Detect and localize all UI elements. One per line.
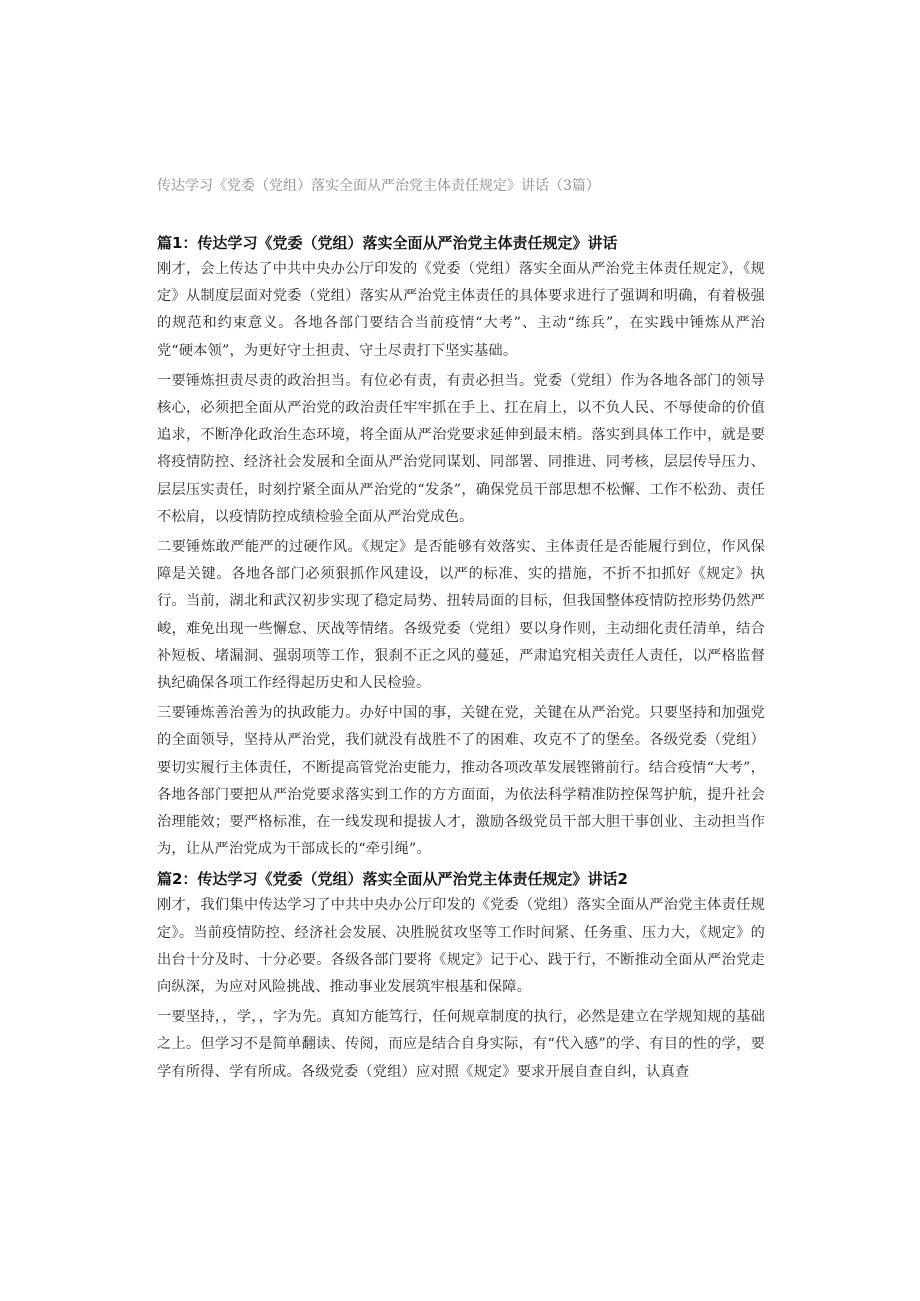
section-heading: 篇2：传达学习《党委（党组）落实全面从严治党主体责任规定》讲话2 [157, 870, 628, 889]
document-title: 传达学习《党委（党组）落实全面从严治党主体责任规定》讲话（3篇） [157, 178, 600, 194]
section-heading: 篇1：传达学习《党委（党组）落实全面从严治党主体责任规定》讲话 [157, 234, 618, 252]
section-1 [157, 230, 765, 863]
paragraph: 二要锤炼敢严能严的过硬作风。《规定》是否能够有效落实、主体责任是否能履行到位，作风保障是关键。各地各部门必须狠抓作风建设，以严的标准、实的措施，不折不扣抓好《规定》执行。当前，湖北和武汉初步实现了稳定局势、扭转局面的目标，但我国整体疫情防控形势仍然严峻，难免出现一些懈怠、厌战等情绪。各级党委（党组）要以身作则，主动细化责任清单，结合补短板、堵漏洞、强弱项等工作，狠刹不正之风的蔓延，严肃追究相关责任人责任，以严格监督执纪确保各项工作经得起历史和人民检验。 [157, 539, 765, 692]
section-2 [157, 866, 765, 1085]
paragraph: 一要坚持，，学，，字为先。真知方能笃行，任何规章制度的执行，必然是建立在学规知规的基础之上。但学习不是简单翻读、传阅，而应是结合自身实际，有“代入感”的学、有目的性的学，要学有所得、学有所成。各级党委（党组）应对照《规定》要求开展自查自纠，认真查 [157, 1009, 765, 1080]
paragraph: 三要锤炼善治善为的执政能力。办好中国的事，关键在党，关键在从严治党。只要坚持和加强党的全面领导，坚持从严治党，我们就没有战胜不了的困难、攻克不了的堡垒。各级党委（党组）要切实履行主体责任，不断提高管党治吏能力，推动各项改革发展铿锵前行。结合疫情“大考”，各地各部门要把从严治党要求落实到工作的方方面面，为依法科学精准防控保驾护航，提升社会治理能效；要严格标准，在一线发现和提拔人才，激励各级党员干部大胆干事创业、主动担当作为，让从严治党成为干部成长的“牵引绳”。 [157, 705, 765, 858]
paragraph: 一要锤炼担责尽责的政治担当。有位必有责，有责必担当。党委（党组）作为各地各部门的领导核心，必须把全面从严治党的政治责任牢牢抓在手上、扛在肩上，以不负人民、不辱使命的价值追求，不断净化政治生态环境，将全面从严治党要求延伸到最末梢。落实到具体工作中，就是要将疫情防控、经济社会发展和全面从严治党同谋划、同部署、同推进、同考核，层层传导压力、层层压实责任，时刻拧紧全面从严治党的“发条”，确保党员干部思想不松懈、工作不松劲、责任不松肩，以疫情防控成绩检验全面从严治党成色。 [157, 372, 765, 525]
document-body [157, 230, 765, 1089]
paragraph: 刚才，我们集中传达学习了中共中央办公厅印发的《党委（党组）落实全面从严治党主体责任规定》。当前疫情防控、经济社会发展、决胜脱贫攻坚等工作时间紧、任务重、压力大，《规定》的出台十分及时、十分必要。各级各部门要将《规定》记于心、践于行，不断推动全面从严治党走向纵深，为应对风险挑战、推动事业发展筑牢根基和保障。 [157, 897, 765, 996]
paragraph: 刚才，会上传达了中共中央办公厅印发的《党委（党组）落实全面从严治党主体责任规定》，《规定》从制度层面对党委（党组）落实从严治党主体责任的具体要求进行了强调和明确，有着极强的规范和约束意义。各地各部门要结合当前疫情“大考”、主动“练兵”，在实践中锤炼从严治党“硬本领”，为更好守土担责、守土尽责打下坚实基础。 [157, 261, 765, 359]
